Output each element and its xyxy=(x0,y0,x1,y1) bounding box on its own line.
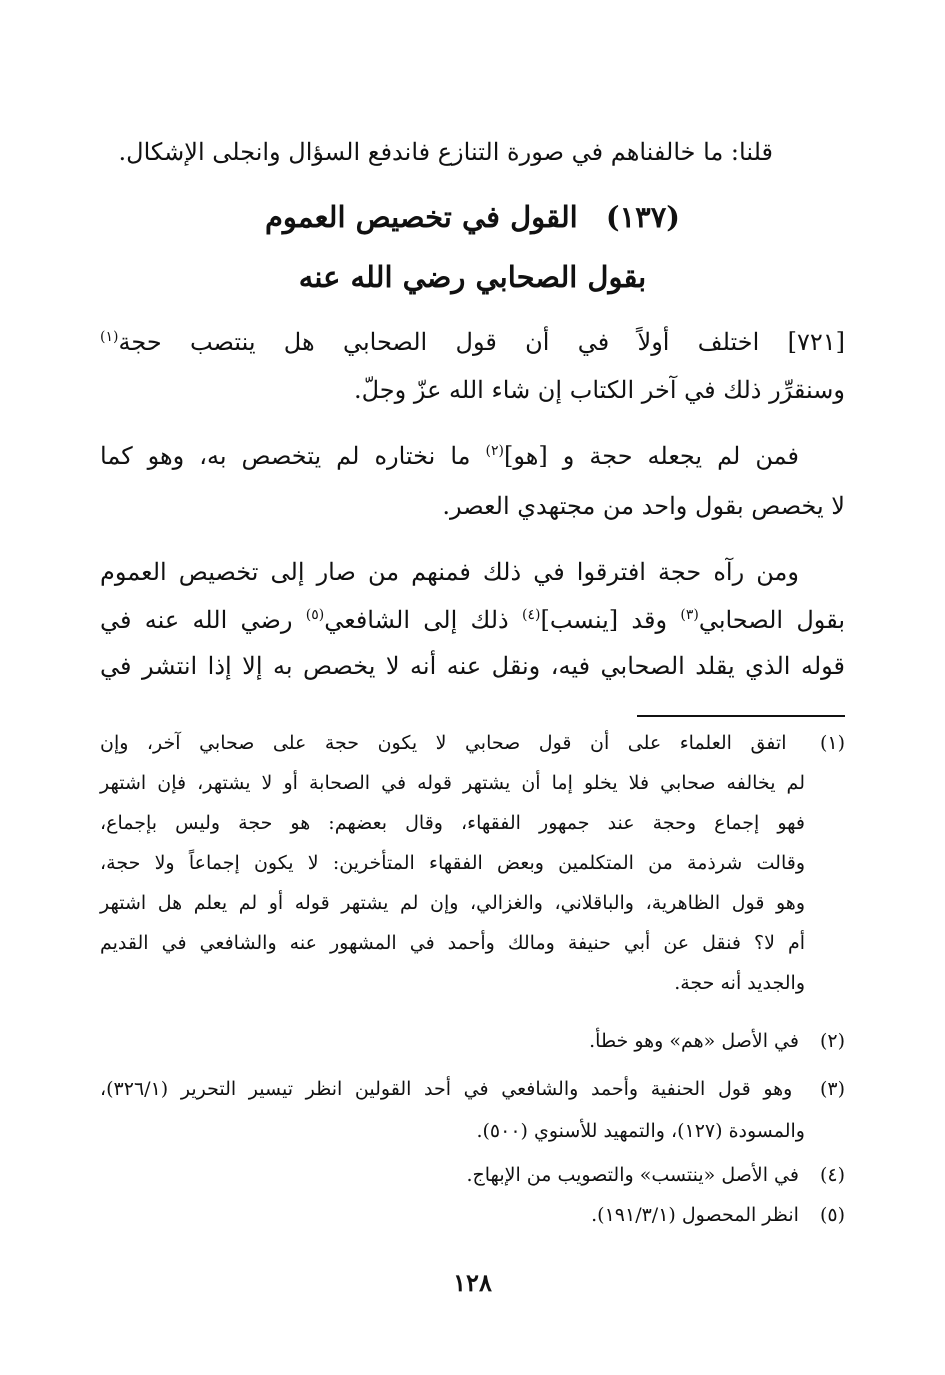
footnote-ref-2: (٢) xyxy=(485,443,504,459)
footnote-1-marker: (١) xyxy=(819,732,845,754)
footnote-3-line-1 xyxy=(100,1074,845,1104)
footnote-5-marker: (٥) xyxy=(819,1204,845,1226)
footnote-ref-4: (٤) xyxy=(522,607,541,623)
paragraph-2-line-2: لا يخصص بقول واحد من مجتهدي العصر. xyxy=(442,492,845,520)
paragraph-2-text-a: فمن لم يجعله حجة و [هو] xyxy=(503,442,799,470)
footnote-5 xyxy=(100,1200,845,1230)
footnote-separator xyxy=(637,715,845,717)
paragraph-1-line-1 xyxy=(100,322,845,362)
footnote-2-marker: (٢) xyxy=(819,1030,845,1052)
section-heading-line2: بقول الصحابي رضي الله عنه xyxy=(298,260,647,294)
footnote-4-text: في الأصل «ينتسب» والتصويب من الإبهاج. xyxy=(466,1164,799,1186)
paragraph-3-text-a: بقول الصحابي xyxy=(698,606,846,634)
intro-line: قلنا: ما خالفناهم في صورة التنازع فاندفع السؤال وانجلى الإشكال. xyxy=(118,138,773,166)
footnote-3-line-2: والمسودة (١٢٧)، والتمهيد للأسنوي (٥٠٠). xyxy=(476,1120,805,1142)
footnote-1-line-4: وقالت شرذمة من المتكلمين وبعض الفقهاء المتأخرين: لا يكون إجماعاً ولا حجة، xyxy=(100,852,806,874)
paragraph-3-line-3: قوله الذي يقلد الصحابي فيه، ونقل عنه أنه لا يخصص به إلا إذا انتشر في xyxy=(100,652,846,680)
footnote-1-line-1 xyxy=(100,728,845,758)
paragraph-3-text-b: وقد [ينسب] xyxy=(540,606,668,634)
section-title-line1: القول في تخصيص العموم xyxy=(264,200,578,234)
footnote-ref-3: (٣) xyxy=(680,607,699,623)
paragraph-2-line-1 xyxy=(100,436,845,476)
footnote-3-marker: (٣) xyxy=(819,1078,845,1100)
footnote-5-text: انظر المحصول (١٩١/٣/١). xyxy=(591,1204,799,1226)
footnote-1-line-7: والجديد أنه حجة. xyxy=(674,972,805,994)
footnote-4-marker: (٤) xyxy=(819,1164,845,1186)
footnote-3-text: وهو قول الحنفية وأحمد والشافعي في أحد القولين انظر تيسير التحرير (٣٢٦/١)، xyxy=(100,1078,793,1100)
footnote-2 xyxy=(100,1026,845,1056)
paragraph-1-line-2: وسنقرِّر ذلك في آخر الكتاب إن شاء الله عزّ وجلّ. xyxy=(354,376,845,404)
paragraph-1-text: [٧٢١] اختلف أولاً في أن قول الصحابي هل ينتصب حجة xyxy=(118,328,845,356)
footnote-1-text: اتفق العلماء على أن قول صحابي لا يكون حجة على صحابي آخر، وإن xyxy=(100,732,787,754)
footnote-1-line-3: فهو إجماع وحجة عند جمهور الفقهاء، وقال بعضهم: هو حجة وليس بإجماع، xyxy=(100,812,805,834)
paragraph-3-text-d: رضي الله عنه في xyxy=(100,606,293,634)
footnote-4 xyxy=(100,1160,845,1190)
paragraph-3-line-1: ومن رآه حجة افترقوا في ذلك فمنهم من صار إلى تخصيص العموم xyxy=(100,558,799,586)
paragraph-3-text-c: ذلك إلى الشافعي xyxy=(324,606,509,634)
footnote-ref-5: (٥) xyxy=(305,607,325,623)
paragraph-2-text-b: ما نختاره لم يتخصص به، وهو كما xyxy=(100,442,471,470)
section-number: (١٣٧) xyxy=(605,200,681,234)
footnote-ref-1: (١) xyxy=(100,329,119,345)
page-number: ١٢٨ xyxy=(453,1268,492,1297)
footnote-1-line-2: لم يخالفه صحابي فلا يخلو إما أن يشتهر قوله في الصحابة أو لا يشتهر، فإن اشتهر xyxy=(100,772,805,794)
section-heading xyxy=(0,200,945,234)
footnote-1-line-6: أم لا؟ فنقل عن أبي حنيفة ومالك وأحمد في المشهور عنه والشافعي في القديم xyxy=(100,932,805,954)
footnote-2-text: في الأصل «هم» وهو خطأ. xyxy=(589,1030,799,1052)
footnote-1-line-5: وهو قول الظاهرية، والباقلاني، والغزالي، وإن لم يشتهر قوله أو لم يعلم هل اشتهر xyxy=(100,892,806,914)
paragraph-3-line-2 xyxy=(100,600,845,640)
